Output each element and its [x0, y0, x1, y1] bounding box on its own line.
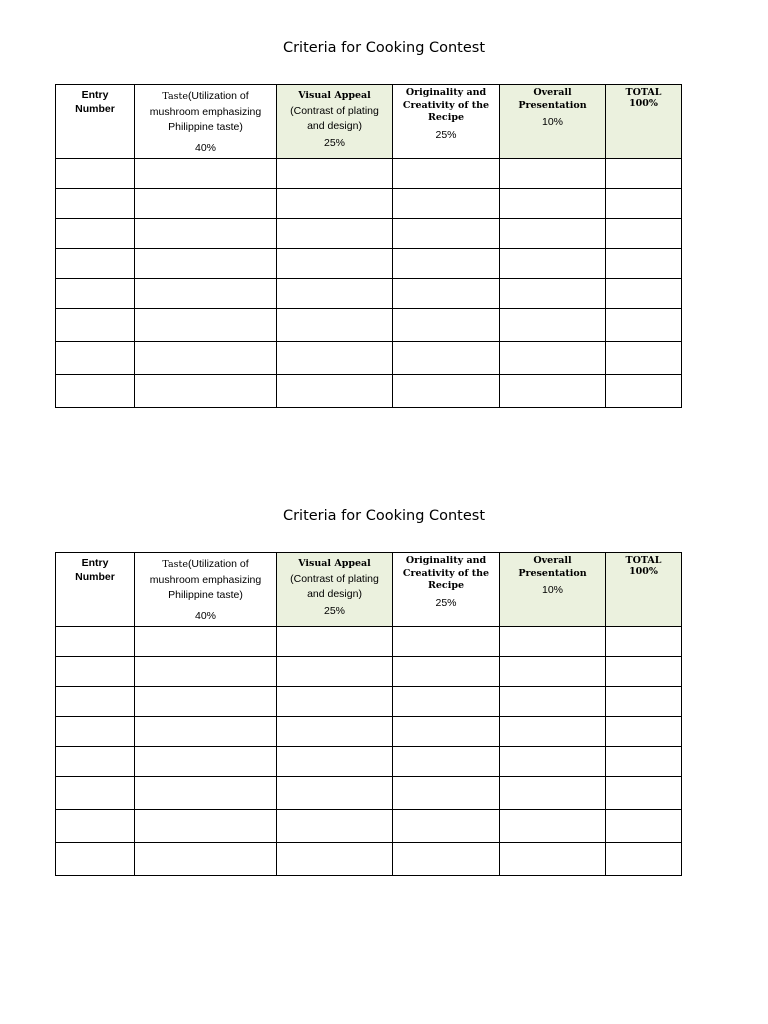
- taste-cell[interactable]: [135, 309, 277, 342]
- originality-header: Originality and Creativity of the Recipe 25%: [393, 553, 500, 627]
- total-cell[interactable]: [606, 342, 682, 375]
- total-cell[interactable]: [606, 219, 682, 249]
- overall-presentation-header: Overall Presentation 10%: [500, 553, 606, 627]
- entry-cell[interactable]: [56, 279, 135, 309]
- visual-cell[interactable]: [277, 687, 393, 717]
- visual-cell[interactable]: [277, 159, 393, 189]
- visual-cell[interactable]: [277, 309, 393, 342]
- visual-cell[interactable]: [277, 777, 393, 810]
- originality-cell[interactable]: [393, 777, 500, 810]
- total-cell[interactable]: [606, 249, 682, 279]
- table-row: [56, 717, 682, 747]
- originality-cell[interactable]: [393, 219, 500, 249]
- overall-cell[interactable]: [500, 657, 606, 687]
- criteria-table: [55, 552, 682, 876]
- overall-cell[interactable]: [500, 189, 606, 219]
- criteria-table: [55, 84, 682, 408]
- taste-cell[interactable]: [135, 342, 277, 375]
- overall-presentation-header: Overall Presentation 10%: [500, 85, 606, 159]
- originality-cell[interactable]: [393, 627, 500, 657]
- entry-cell[interactable]: [56, 687, 135, 717]
- table-row: [56, 687, 682, 717]
- taste-cell[interactable]: [135, 687, 277, 717]
- total-cell[interactable]: [606, 189, 682, 219]
- total-cell[interactable]: [606, 279, 682, 309]
- taste-cell[interactable]: [135, 657, 277, 687]
- table-row: [56, 747, 682, 777]
- total-cell[interactable]: [606, 159, 682, 189]
- entry-cell[interactable]: [56, 747, 135, 777]
- originality-cell[interactable]: [393, 249, 500, 279]
- visual-cell[interactable]: [277, 717, 393, 747]
- entry-cell[interactable]: [56, 219, 135, 249]
- entry-cell[interactable]: [56, 249, 135, 279]
- header-row: [56, 553, 682, 627]
- total-cell[interactable]: [606, 843, 682, 876]
- originality-header: Originality and Creativity of the Recipe 25%: [393, 85, 500, 159]
- taste-cell[interactable]: [135, 777, 277, 810]
- visual-cell[interactable]: [277, 810, 393, 843]
- total-cell[interactable]: [606, 309, 682, 342]
- visual-cell[interactable]: [277, 219, 393, 249]
- overall-cell[interactable]: [500, 279, 606, 309]
- overall-cell[interactable]: [500, 687, 606, 717]
- total-header: TOTAL 100%: [606, 553, 682, 627]
- taste-header: Taste(Utilization of mushroom emphasizing Philippine taste) 40%: [135, 85, 277, 159]
- originality-cell[interactable]: [393, 279, 500, 309]
- table-row: [56, 279, 682, 309]
- overall-cell[interactable]: [500, 159, 606, 189]
- overall-cell[interactable]: [500, 627, 606, 657]
- overall-cell[interactable]: [500, 777, 606, 810]
- taste-cell[interactable]: [135, 747, 277, 777]
- visual-cell[interactable]: [277, 627, 393, 657]
- entry-cell[interactable]: [56, 843, 135, 876]
- taste-cell[interactable]: [135, 375, 277, 408]
- table-row: [56, 189, 682, 219]
- visual-cell[interactable]: [277, 279, 393, 309]
- entry-cell[interactable]: [56, 375, 135, 408]
- table-row: [56, 843, 682, 876]
- originality-cell[interactable]: [393, 159, 500, 189]
- table-row: [56, 159, 682, 189]
- entry-cell[interactable]: [56, 627, 135, 657]
- table-row: [56, 219, 682, 249]
- overall-cell[interactable]: [500, 375, 606, 408]
- total-cell[interactable]: [606, 810, 682, 843]
- entry-cell[interactable]: [56, 777, 135, 810]
- visual-cell[interactable]: [277, 657, 393, 687]
- overall-cell[interactable]: [500, 249, 606, 279]
- taste-cell[interactable]: [135, 249, 277, 279]
- table-row: [56, 627, 682, 657]
- originality-cell[interactable]: [393, 747, 500, 777]
- originality-cell[interactable]: [393, 657, 500, 687]
- taste-cell[interactable]: [135, 627, 277, 657]
- entry-cell[interactable]: [56, 309, 135, 342]
- entry-cell[interactable]: [56, 189, 135, 219]
- originality-cell[interactable]: [393, 717, 500, 747]
- overall-cell[interactable]: [500, 309, 606, 342]
- entry-cell[interactable]: [56, 657, 135, 687]
- total-cell[interactable]: [606, 747, 682, 777]
- originality-cell[interactable]: [393, 375, 500, 408]
- table-row: [56, 810, 682, 843]
- total-header: TOTAL 100%: [606, 85, 682, 159]
- taste-header: Taste(Utilization of mushroom emphasizing Philippine taste) 40%: [135, 553, 277, 627]
- taste-cell[interactable]: [135, 159, 277, 189]
- taste-cell[interactable]: [135, 810, 277, 843]
- visual-appeal-header: Visual Appeal (Contrast of plating and design) 25%: [277, 85, 393, 159]
- total-cell[interactable]: [606, 717, 682, 747]
- taste-cell[interactable]: [135, 219, 277, 249]
- overall-cell[interactable]: [500, 717, 606, 747]
- total-cell[interactable]: [606, 657, 682, 687]
- overall-cell[interactable]: [500, 747, 606, 777]
- total-cell[interactable]: [606, 627, 682, 657]
- table-row: [56, 375, 682, 408]
- originality-cell[interactable]: [393, 687, 500, 717]
- total-cell[interactable]: [606, 375, 682, 408]
- table-row: [56, 657, 682, 687]
- originality-cell[interactable]: [393, 342, 500, 375]
- visual-cell[interactable]: [277, 747, 393, 777]
- header-row: [56, 85, 682, 159]
- overall-cell[interactable]: [500, 843, 606, 876]
- entry-number-header: Entry Number: [56, 85, 135, 159]
- taste-cell[interactable]: [135, 279, 277, 309]
- taste-cell[interactable]: [135, 843, 277, 876]
- originality-cell[interactable]: [393, 810, 500, 843]
- visual-cell[interactable]: [277, 375, 393, 408]
- taste-cell[interactable]: [135, 189, 277, 219]
- entry-cell[interactable]: [56, 717, 135, 747]
- table-row: [56, 342, 682, 375]
- visual-cell[interactable]: [277, 843, 393, 876]
- overall-cell[interactable]: [500, 810, 606, 843]
- visual-cell[interactable]: [277, 249, 393, 279]
- entry-number-header: Entry Number: [56, 553, 135, 627]
- entry-cell[interactable]: [56, 342, 135, 375]
- entry-cell[interactable]: [56, 810, 135, 843]
- table-row: [56, 309, 682, 342]
- overall-cell[interactable]: [500, 342, 606, 375]
- originality-cell[interactable]: [393, 189, 500, 219]
- visual-cell[interactable]: [277, 342, 393, 375]
- total-cell[interactable]: [606, 777, 682, 810]
- entry-cell[interactable]: [56, 159, 135, 189]
- overall-cell[interactable]: [500, 219, 606, 249]
- table-row: [56, 249, 682, 279]
- table-row: [56, 777, 682, 810]
- total-cell[interactable]: [606, 687, 682, 717]
- form-title: Criteria for Cooking Contest: [282, 508, 486, 524]
- originality-cell[interactable]: [393, 309, 500, 342]
- visual-appeal-header: Visual Appeal (Contrast of plating and design) 25%: [277, 553, 393, 627]
- form-title: Criteria for Cooking Contest: [282, 40, 486, 56]
- visual-cell[interactable]: [277, 189, 393, 219]
- originality-cell[interactable]: [393, 843, 500, 876]
- taste-cell[interactable]: [135, 717, 277, 747]
